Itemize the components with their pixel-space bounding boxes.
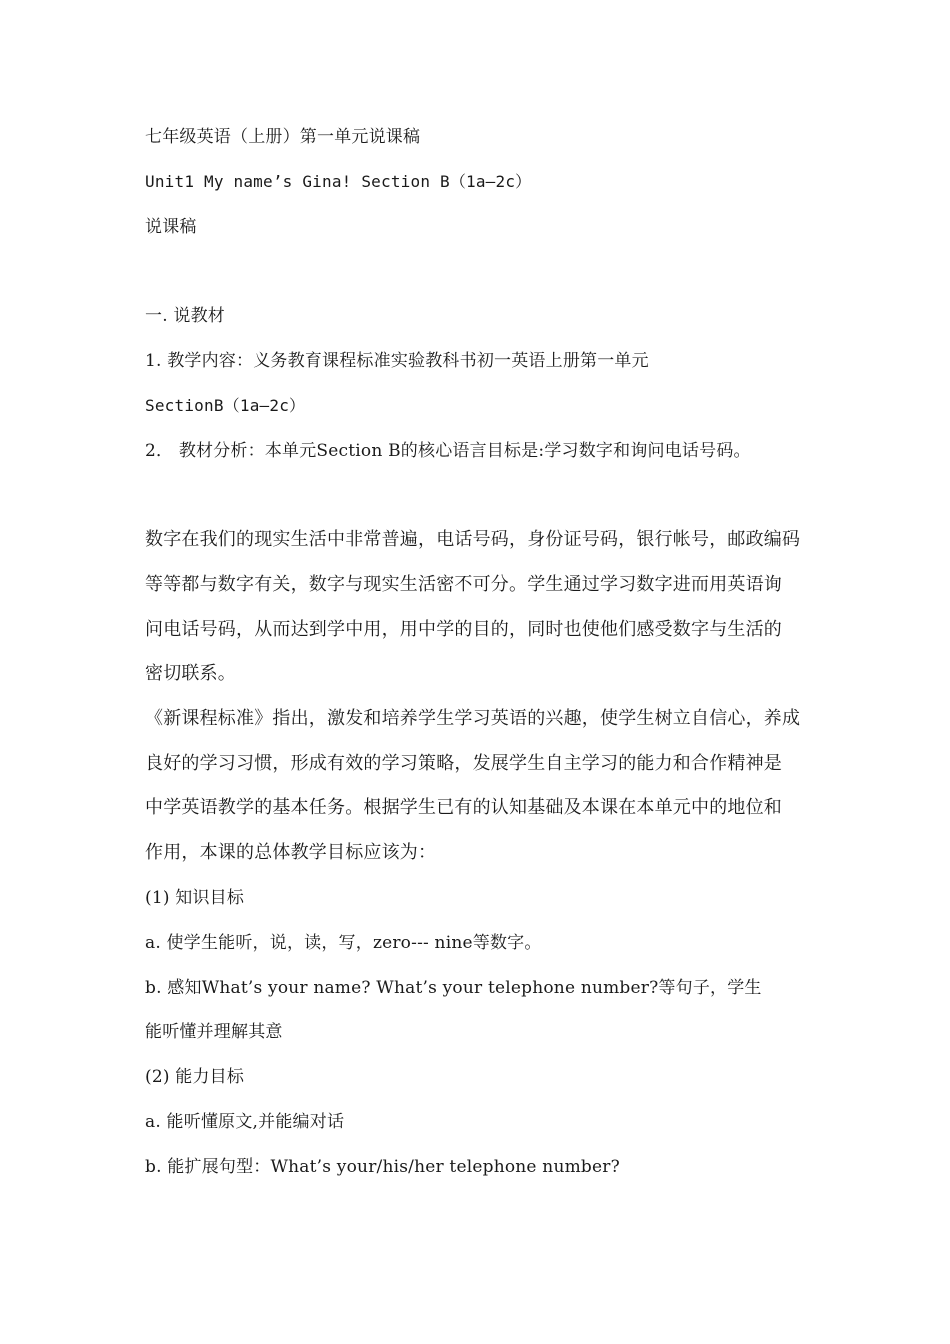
paragraph-1-line: 密切联系。 [145,663,236,684]
section-heading: 一. 说教材 [145,306,226,326]
item-1-line-1: 1. 教学内容：义务教育课程标准实验教科书初一英语上册第一单元 [145,351,649,371]
goal-1-heading: (1) 知识目标 [145,888,245,908]
paragraph-1-line: 数字在我们的现实生活中非常普遍，电话号码，身份证号码，银行帐号，邮政编码 [145,529,801,550]
goal-2-heading: (2) 能力目标 [145,1067,245,1087]
paragraph-2-line: 作用，本课的总体教学目标应该为： [145,842,437,863]
goal-1-item-b-line-2: 能听懂并理解其意 [145,1022,283,1042]
item-1-line-2: SectionB（1a—2c） [145,396,306,415]
goal-1-item-b-line-1: b. 感知What’s your name? What’s your telephone number?等句子，学生 [145,978,762,998]
goal-1-item-a: a. 使学生能听，说，读，写，zero--- nine等数字。 [145,933,542,953]
paragraph-2-line: 良好的学习习惯，形成有效的学习策略，发展学生自主学习的能力和合作精神是 [145,753,782,774]
goal-2-item-b: b. 能扩展句型：What’s your/his/her telephone number? [145,1157,620,1177]
paragraph-2-line: 《新课程标准》指出，激发和培养学生学习英语的兴趣，使学生树立自信心，养成 [145,708,801,729]
document-subtitle: Unit1 My name’s Gina! Section B（1a—2c） [145,172,532,191]
goal-2-item-a: a. 能听懂原文,并能编对话 [145,1112,345,1132]
item-2: 2． 教材分析：本单元Section B的核心语言目标是:学习数字和询问电话号码。 [145,441,751,461]
document-title: 七年级英语（上册）第一单元说课稿 [145,127,421,147]
paragraph-1-line: 等等都与数字有关，数字与现实生活密不可分。学生通过学习数字进而用英语询 [145,574,782,595]
paragraph-1-line: 问电话号码，从而达到学中用，用中学的目的，同时也使他们感受数字与生活的 [145,619,782,640]
paragraph-2-line: 中学英语教学的基本任务。根据学生已有的认知基础及本课在本单元中的地位和 [145,797,782,818]
document-type: 说课稿 [145,217,197,237]
